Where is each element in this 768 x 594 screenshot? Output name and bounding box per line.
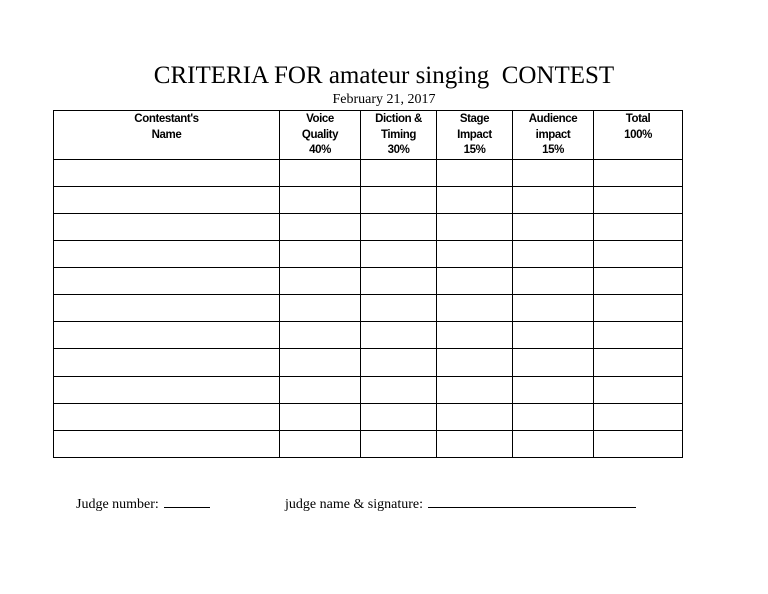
contestant-name-cell[interactable]: [54, 186, 280, 213]
diction-timing-cell[interactable]: [361, 430, 437, 457]
table-row: [54, 186, 683, 213]
judge-number-label: Judge number:: [76, 497, 159, 512]
total-cell[interactable]: [594, 268, 683, 295]
voice-quality-cell[interactable]: [280, 159, 361, 186]
audience-impact-cell[interactable]: [513, 240, 594, 267]
score-rows: [54, 159, 683, 458]
document-date: February 21, 2017: [332, 92, 436, 107]
contestant-name-cell[interactable]: [54, 430, 280, 457]
voice-quality-cell[interactable]: [280, 295, 361, 322]
voice-quality-cell[interactable]: [280, 376, 361, 403]
diction-timing-cell[interactable]: [361, 349, 437, 376]
table-row: [54, 430, 683, 457]
diction-timing-cell[interactable]: [361, 376, 437, 403]
column-header-contestant-name: Contestant's Name: [54, 111, 280, 160]
total-cell[interactable]: [594, 186, 683, 213]
contestant-name-cell[interactable]: [54, 403, 280, 430]
voice-quality-cell[interactable]: [280, 240, 361, 267]
audience-impact-cell[interactable]: [513, 213, 594, 240]
total-cell[interactable]: [594, 295, 683, 322]
stage-impact-cell[interactable]: [437, 295, 513, 322]
audience-impact-cell[interactable]: [513, 186, 594, 213]
diction-timing-cell[interactable]: [361, 186, 437, 213]
voice-quality-cell[interactable]: [280, 403, 361, 430]
judge-signature-blank[interactable]: [428, 495, 636, 508]
diction-timing-cell[interactable]: [361, 268, 437, 295]
total-cell[interactable]: [594, 159, 683, 186]
column-header-diction-timing: Diction & Timing 30%: [361, 111, 437, 160]
table-row: [54, 376, 683, 403]
table-row: [54, 403, 683, 430]
judge-number-field: [69, 477, 210, 514]
contestant-name-cell[interactable]: [54, 213, 280, 240]
contestant-name-cell[interactable]: [54, 295, 280, 322]
contestant-name-cell[interactable]: [54, 349, 280, 376]
stage-impact-cell[interactable]: [437, 430, 513, 457]
voice-quality-cell[interactable]: [280, 322, 361, 349]
audience-impact-cell[interactable]: [513, 268, 594, 295]
judge-name-field: [278, 477, 636, 514]
table-row: [54, 159, 683, 186]
judge-number-blank[interactable]: [164, 495, 210, 508]
voice-quality-cell[interactable]: [280, 213, 361, 240]
header-row: [54, 111, 683, 160]
table-row: [54, 349, 683, 376]
audience-impact-cell[interactable]: [513, 349, 594, 376]
audience-impact-cell[interactable]: [513, 430, 594, 457]
audience-impact-cell[interactable]: [513, 295, 594, 322]
document-title: CRITERIA FOR amateur singing CONTEST: [153, 62, 615, 89]
judge-name-label: judge name & signature:: [285, 497, 424, 512]
stage-impact-cell[interactable]: [437, 376, 513, 403]
contestant-name-cell[interactable]: [54, 322, 280, 349]
audience-impact-cell[interactable]: [513, 376, 594, 403]
total-cell[interactable]: [594, 240, 683, 267]
stage-impact-cell[interactable]: [437, 240, 513, 267]
stage-impact-cell[interactable]: [437, 186, 513, 213]
total-cell[interactable]: [594, 213, 683, 240]
contestant-name-cell[interactable]: [54, 240, 280, 267]
contestant-name-cell[interactable]: [54, 268, 280, 295]
column-header-voice-quality: Voice Quality 40%: [280, 111, 361, 160]
stage-impact-cell[interactable]: [437, 322, 513, 349]
diction-timing-cell[interactable]: [361, 213, 437, 240]
table-row: [54, 240, 683, 267]
table-row: [54, 268, 683, 295]
stage-impact-cell[interactable]: [437, 268, 513, 295]
diction-timing-cell[interactable]: [361, 403, 437, 430]
diction-timing-cell[interactable]: [361, 295, 437, 322]
diction-timing-cell[interactable]: [361, 240, 437, 267]
total-cell[interactable]: [594, 322, 683, 349]
audience-impact-cell[interactable]: [513, 403, 594, 430]
table-row: [54, 213, 683, 240]
voice-quality-cell[interactable]: [280, 430, 361, 457]
stage-impact-cell[interactable]: [437, 213, 513, 240]
total-cell[interactable]: [594, 349, 683, 376]
audience-impact-cell[interactable]: [513, 159, 594, 186]
column-header-audience-impact: Audience impact 15%: [513, 111, 594, 160]
voice-quality-cell[interactable]: [280, 349, 361, 376]
voice-quality-cell[interactable]: [280, 268, 361, 295]
total-cell[interactable]: [594, 376, 683, 403]
scoring-table: [53, 110, 683, 458]
diction-timing-cell[interactable]: [361, 322, 437, 349]
audience-impact-cell[interactable]: [513, 322, 594, 349]
stage-impact-cell[interactable]: [437, 159, 513, 186]
column-header-stage-impact: Stage Impact 15%: [437, 111, 513, 160]
total-cell[interactable]: [594, 403, 683, 430]
total-cell[interactable]: [594, 430, 683, 457]
column-header-total: Total 100%: [594, 111, 683, 160]
stage-impact-cell[interactable]: [437, 349, 513, 376]
stage-impact-cell[interactable]: [437, 403, 513, 430]
table-row: [54, 295, 683, 322]
contestant-name-cell[interactable]: [54, 376, 280, 403]
table-row: [54, 322, 683, 349]
contestant-name-cell[interactable]: [54, 159, 280, 186]
voice-quality-cell[interactable]: [280, 186, 361, 213]
diction-timing-cell[interactable]: [361, 159, 437, 186]
